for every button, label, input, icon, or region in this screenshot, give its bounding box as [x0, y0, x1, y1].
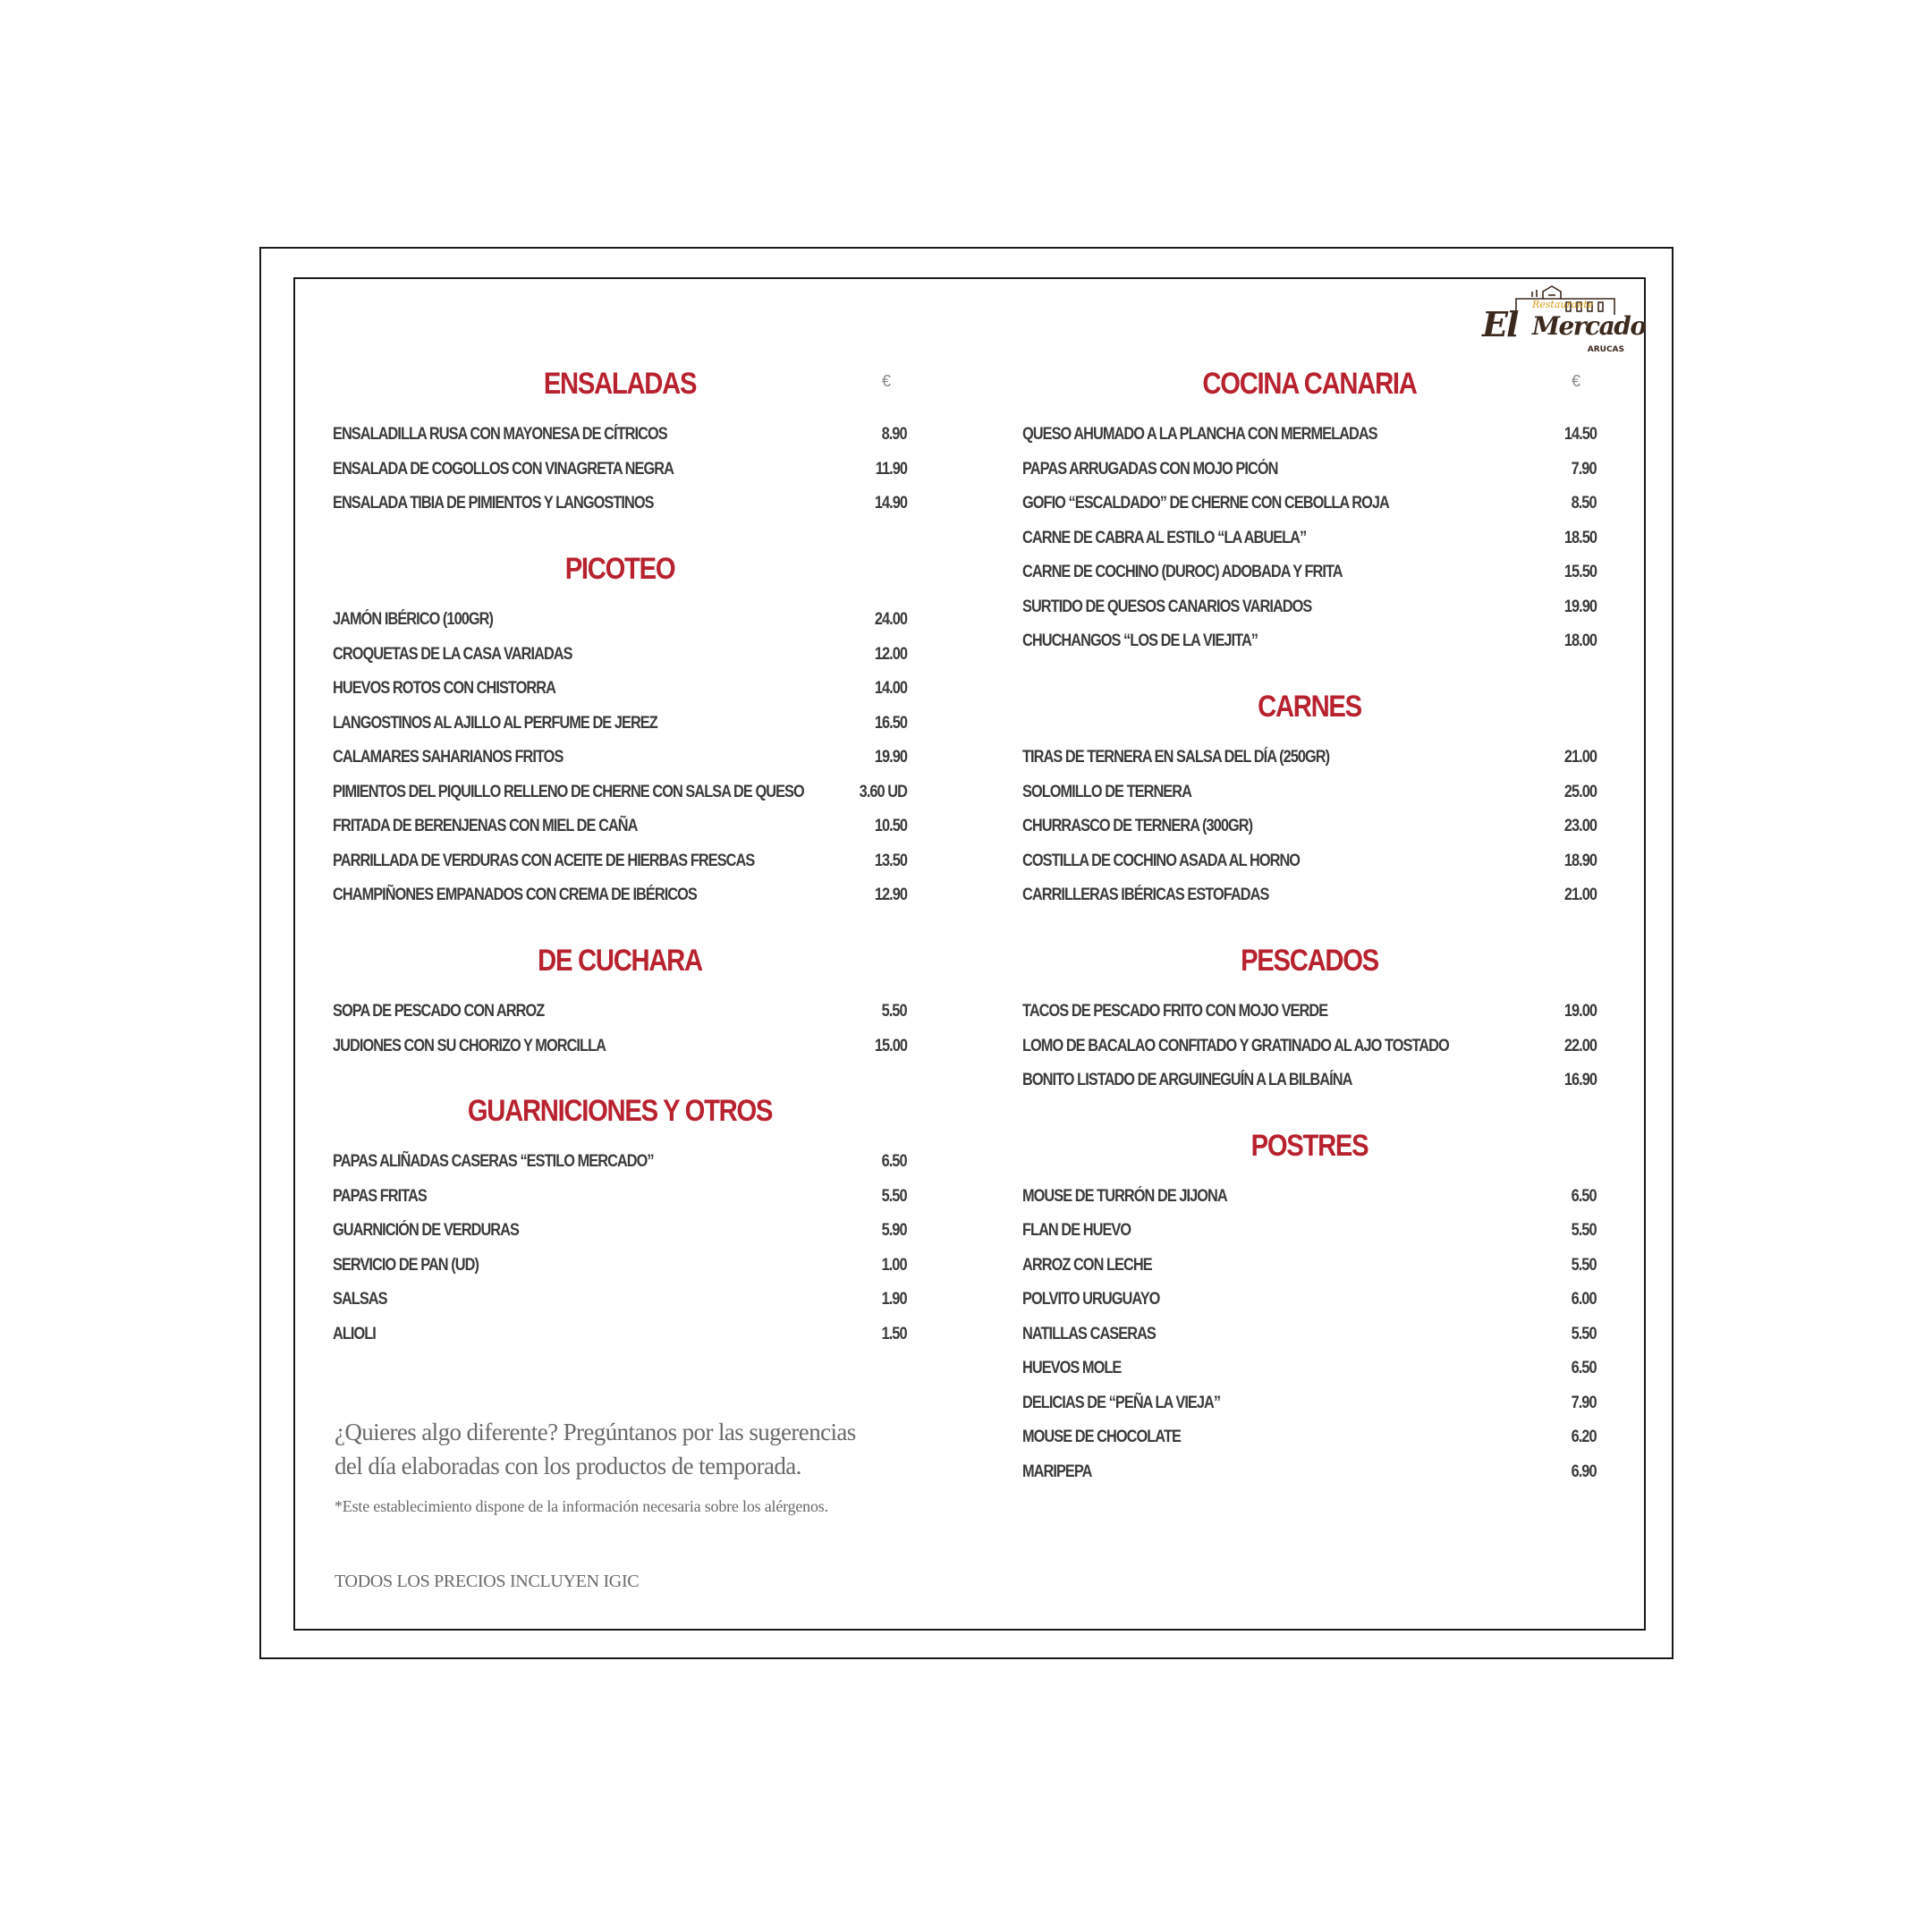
- euro-symbol: €: [881, 372, 891, 390]
- item-price: 12.90: [874, 886, 907, 904]
- item-price: 18.90: [1563, 852, 1597, 870]
- item-price: 21.00: [1563, 886, 1597, 904]
- menu-item: [333, 1252, 907, 1279]
- menu-item: [1022, 813, 1597, 840]
- menu-item: [1022, 1355, 1597, 1382]
- menu-item: [1022, 1390, 1597, 1417]
- menu-item: [333, 1321, 907, 1348]
- item-name: MOUSE DE TURRÓN DE JIJONA: [1022, 1187, 1227, 1206]
- item-price: 8.50: [1571, 494, 1597, 513]
- item-price: 7.90: [1571, 1394, 1597, 1412]
- item-name: CARRILLERAS IBÉRICAS ESTOFADAS: [1022, 886, 1269, 904]
- section-title-ensaladas: ENSALADAS: [543, 367, 697, 401]
- item-name: SOPA DE PESCADO CON ARROZ: [333, 1002, 545, 1021]
- menu-item: [333, 1183, 907, 1210]
- item-name: FRITADA DE BERENJENAS CON MIEL DE CAÑA: [333, 817, 638, 835]
- item-name: LOMO DE BACALAO CONFITADO Y GRATINADO AL AJO TOSTADO: [1022, 1037, 1449, 1055]
- item-price: 6.90: [1571, 1462, 1597, 1481]
- menu-item: [1022, 1183, 1597, 1210]
- item-price: 6.50: [1571, 1359, 1597, 1377]
- menu-item: [333, 606, 907, 633]
- item-price: 12.00: [874, 645, 907, 664]
- menu-item: [333, 1033, 907, 1060]
- menu-item: [333, 710, 907, 737]
- item-price: 14.50: [1563, 425, 1597, 444]
- item-price: 15.00: [874, 1037, 907, 1055]
- menu-item: [1022, 1424, 1597, 1451]
- item-name: ARROZ CON LECHE: [1022, 1256, 1152, 1275]
- section-title-postres: POSTRES: [1250, 1129, 1368, 1163]
- item-price: 8.90: [881, 425, 907, 444]
- item-name: JUDIONES CON SU CHORIZO Y MORCILLA: [333, 1037, 606, 1055]
- item-name: SOLOMILLO DE TERNERA: [1022, 783, 1191, 801]
- menu-item: [1022, 628, 1597, 655]
- item-name: ENSALADILLA RUSA CON MAYONESA DE CÍTRICOS: [333, 425, 667, 444]
- item-price: 19.90: [1563, 597, 1597, 616]
- menu-item: [1022, 744, 1597, 771]
- item-price: 25.00: [1563, 783, 1597, 801]
- menu-item: [333, 1148, 907, 1175]
- menu-item: [1022, 421, 1597, 448]
- section-title-guarniciones: GUARNICIONES Y OTROS: [467, 1094, 773, 1128]
- item-price: 23.00: [1563, 817, 1597, 835]
- item-price: 16.50: [874, 714, 907, 733]
- menu-item: [333, 1286, 907, 1313]
- item-name: COSTILLA DE COCHINO ASADA AL HORNO: [1022, 852, 1301, 870]
- item-name: DELICIAS DE “PEÑA LA VIEJA”: [1022, 1394, 1221, 1412]
- item-price: 5.90: [881, 1221, 907, 1240]
- item-price: 19.90: [874, 748, 907, 767]
- suggestions-note-line-1: ¿Quieres algo diferente? Pregúntanos por las sugerencias: [335, 1419, 856, 1445]
- item-price: 14.00: [874, 679, 907, 698]
- menu-item: [333, 848, 907, 875]
- item-name: PAPAS FRITAS: [333, 1187, 427, 1206]
- menu-item: [1022, 525, 1597, 552]
- item-price: 5.50: [1571, 1325, 1597, 1343]
- item-price: 5.50: [881, 1187, 907, 1206]
- item-price: 24.00: [874, 610, 907, 629]
- item-price: 6.00: [1571, 1290, 1597, 1309]
- tax-notice: TODOS LOS PRECIOS INCLUYEN IGIC: [335, 1572, 640, 1591]
- item-price: 6.50: [1571, 1187, 1597, 1206]
- menu-item: [1022, 1286, 1597, 1313]
- menu-item: [1022, 1033, 1597, 1060]
- item-name: TACOS DE PESCADO FRITO CON MOJO VERDE: [1022, 1002, 1328, 1021]
- menu-item: [333, 641, 907, 668]
- item-price: 5.50: [1571, 1256, 1597, 1275]
- menu-item: [1022, 1459, 1597, 1486]
- menu-item: [1022, 1217, 1597, 1244]
- menu-item: [1022, 882, 1597, 909]
- item-name: MARIPEPA: [1022, 1462, 1092, 1481]
- item-price: 22.00: [1563, 1037, 1597, 1055]
- item-name: HUEVOS ROTOS CON CHISTORRA: [333, 679, 555, 698]
- item-price: 3.60 UD: [859, 783, 907, 801]
- item-name: CALAMARES SAHARIANOS FRITOS: [333, 748, 564, 767]
- item-name: TIRAS DE TERNERA EN SALSA DEL DÍA (250GR): [1022, 748, 1330, 767]
- item-price: 18.00: [1563, 631, 1597, 650]
- item-price: 21.00: [1563, 748, 1597, 767]
- allergen-notice: *Este establecimiento dispone de la información necesaria sobre los alérgenos.: [335, 1497, 828, 1515]
- menu-item: [1022, 998, 1597, 1025]
- menu-item: [333, 779, 907, 806]
- item-name: LANGOSTINOS AL AJILLO AL PERFUME DE JEREZ: [333, 714, 657, 733]
- item-price: 11.90: [875, 460, 907, 479]
- section-title-pescados: PESCADOS: [1241, 944, 1378, 978]
- item-name: CHURRASCO DE TERNERA (300GR): [1022, 817, 1253, 835]
- item-name: CHUCHANGOS “LOS DE LA VIEJITA”: [1022, 631, 1258, 650]
- menu-item: [333, 456, 907, 483]
- item-name: GOFIO “ESCALDADO” DE CHERNE CON CEBOLLA ROJA: [1022, 494, 1389, 513]
- item-price: 10.50: [874, 817, 907, 835]
- item-price: 13.50: [874, 852, 907, 870]
- suggestions-note: [335, 1415, 925, 1483]
- item-name: PAPAS ALIÑADAS CASERAS “ESTILO MERCADO”: [333, 1152, 654, 1171]
- item-price: 1.50: [881, 1325, 907, 1343]
- logo-small-text: Restaurante: [1532, 299, 1594, 310]
- item-name: PAPAS ARRUGADAS CON MOJO PICÓN: [1022, 460, 1278, 479]
- menu-item: [1022, 848, 1597, 875]
- section-title-carnes: CARNES: [1258, 690, 1361, 724]
- item-name: QUESO AHUMADO A LA PLANCHA CON MERMELADAS: [1022, 425, 1377, 444]
- item-name: PARRILLADA DE VERDURAS CON ACEITE DE HIERBAS FRESCAS: [333, 852, 755, 870]
- menu-item: [1022, 594, 1597, 621]
- item-name: MOUSE DE CHOCOLATE: [1022, 1428, 1181, 1446]
- menu-item: [333, 1217, 907, 1244]
- menu-item: [1022, 1321, 1597, 1348]
- item-price: 1.00: [881, 1256, 907, 1275]
- item-name: HUEVOS MOLE: [1022, 1359, 1122, 1377]
- item-price: 5.50: [1571, 1221, 1597, 1240]
- item-price: 5.50: [881, 1002, 907, 1021]
- item-name: BONITO LISTADO DE ARGUINEGUÍN A LA BILBAÍNA: [1022, 1071, 1352, 1089]
- item-name: ENSALADA TIBIA DE PIMIENTOS Y LANGOSTINOS: [333, 494, 654, 513]
- item-name: POLVITO URUGUAYO: [1022, 1290, 1160, 1309]
- item-name: SALSAS: [333, 1290, 387, 1309]
- section-title-picoteo: PICOTEO: [564, 552, 675, 586]
- menu-item: [1022, 1067, 1597, 1094]
- menu-item: [333, 998, 907, 1025]
- item-name: PIMIENTOS DEL PIQUILLO RELLENO DE CHERNE CON SALSA DE QUESO: [333, 783, 804, 801]
- menu-item: [333, 421, 907, 448]
- menu-item: [1022, 559, 1597, 586]
- item-price: 6.50: [881, 1152, 907, 1171]
- menu-item: [333, 744, 907, 771]
- item-price: 1.90: [881, 1290, 907, 1309]
- item-name: ALIOLI: [333, 1325, 376, 1343]
- logo-name-el: El: [1482, 304, 1518, 344]
- item-name: CARNE DE COCHINO (DUROC) ADOBADA Y FRITA: [1022, 563, 1343, 581]
- menu-item: [333, 813, 907, 840]
- item-price: 7.90: [1571, 460, 1597, 479]
- logo-location: ARUCAS: [1587, 345, 1624, 354]
- item-name: CHAMPIÑONES EMPANADOS CON CREMA DE IBÉRICOS: [333, 886, 697, 904]
- menu-item: [1022, 490, 1597, 517]
- item-price: 19.00: [1563, 1002, 1597, 1021]
- item-name: JAMÓN IBÉRICO (100GR): [333, 610, 493, 629]
- suggestions-note-line-2: del día elaboradas con los productos de temporada.: [335, 1453, 801, 1479]
- menu-item: [333, 490, 907, 517]
- item-name: SURTIDO DE QUESOS CANARIOS VARIADOS: [1022, 597, 1312, 616]
- menu-item: [1022, 456, 1597, 483]
- logo-name-mercado: Mercado: [1532, 311, 1646, 341]
- item-name: NATILLAS CASERAS: [1022, 1325, 1156, 1343]
- item-name: CROQUETAS DE LA CASA VARIADAS: [333, 645, 572, 664]
- item-name: ENSALADA DE COGOLLOS CON VINAGRETA NEGRA: [333, 460, 674, 479]
- item-name: SERVICIO DE PAN (UD): [333, 1256, 479, 1275]
- menu-item: [333, 675, 907, 702]
- item-price: 6.20: [1571, 1428, 1597, 1446]
- restaurant-logo: [1480, 284, 1646, 358]
- euro-symbol: €: [1571, 372, 1580, 390]
- item-name: GUARNICIÓN DE VERDURAS: [333, 1221, 519, 1240]
- item-name: CARNE DE CABRA AL ESTILO “LA ABUELA”: [1022, 529, 1307, 547]
- menu-item: [1022, 1252, 1597, 1279]
- item-name: FLAN DE HUEVO: [1022, 1221, 1131, 1240]
- item-price: 14.90: [874, 494, 907, 513]
- menu-item: [333, 882, 907, 909]
- item-price: 15.50: [1563, 563, 1597, 581]
- section-title-de-cuchara: DE CUCHARA: [538, 944, 702, 978]
- item-price: 16.90: [1563, 1071, 1597, 1089]
- section-title-cocina-canaria: COCINA CANARIA: [1202, 367, 1417, 401]
- item-price: 18.50: [1563, 529, 1597, 547]
- menu-item: [1022, 779, 1597, 806]
